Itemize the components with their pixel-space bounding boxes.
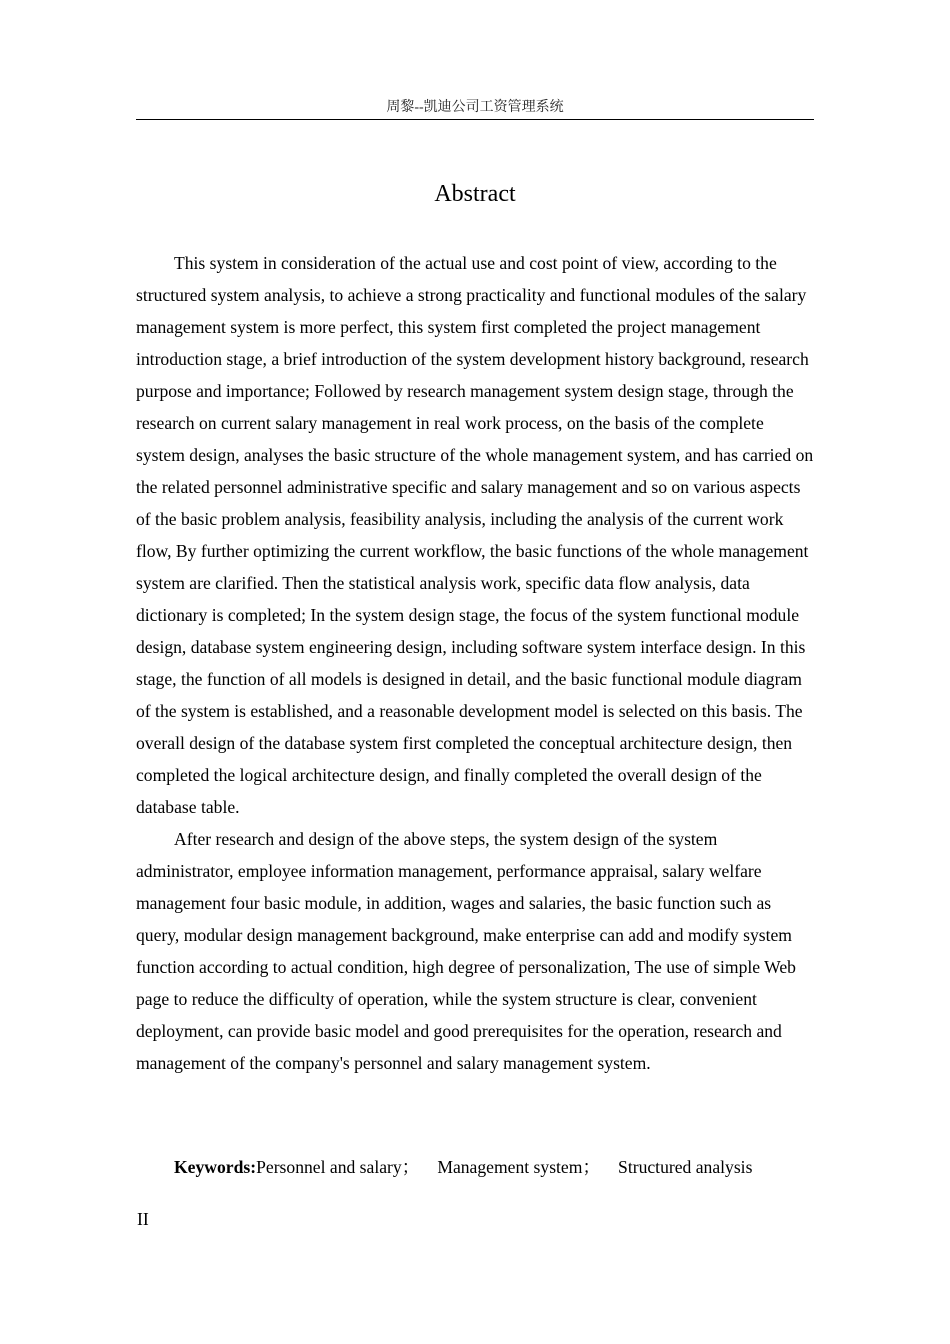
- keyword-item: Personnel and salary: [256, 1157, 402, 1177]
- abstract-title: Abstract: [434, 181, 516, 207]
- keyword-separator: ；: [401, 1157, 420, 1177]
- abstract-body: [136, 247, 814, 1079]
- keywords-line: [174, 1151, 752, 1183]
- abstract-paragraph-1: This system in consideration of the actual use and cost point of view, according to the structured system analysis, to achieve a strong practicality and functional modules of the salary management system is more perfect, this system first completed the project management introduction stage, a brief introduction of the system development history background, research purpose and importance; Followed by research management system design stage, through the research on current salary management in real work process, on the basis of the complete system design, analyses the basic structure of the whole management system, and has carried on the related personnel administrative specific and salary management and so on various aspects of the basic problem analysis, feasibility analysis, including the analysis of the current work flow, By further optimizing the current workflow, the basic functions of the whole management system are clarified. Then the statistical analysis work, specific data flow analysis, data dictionary is completed; In the system design stage, the focus of the system functional module design, database system engineering design, including software system interface design. In this stage, the function of all models is designed in detail, and the basic functional module diagram of the system is established, and a reasonable development model is selected on this basis. The overall design of the database system first completed the conceptual architecture design, then completed the logical architecture design, and finally completed the overall design of the database table.: [136, 253, 814, 817]
- page-number: II: [137, 1209, 149, 1229]
- keyword-separator: ；: [582, 1157, 601, 1177]
- keyword-item: Structured analysis: [618, 1157, 753, 1177]
- running-header: 周黎--凯迪公司工资管理系统: [386, 100, 564, 115]
- header-rule: [136, 119, 814, 120]
- abstract-paragraph-2: After research and design of the above steps, the system design of the system administrator, employee information management, performance appraisal, salary welfare management four basic module, in addition, wages and salaries, the basic function such as query, modular design management background, make enterprise can add and modify system function according to actual condition, high degree of personalization, The use of simple Web page to reduce the difficulty of operation, while the system structure is clear, convenient deployment, can provide basic model and good prerequisites for the operation, research and management of the company's personnel and salary management system.: [136, 829, 796, 1073]
- keywords-label: Keywords:: [174, 1157, 257, 1177]
- keyword-item: Management system: [437, 1157, 583, 1177]
